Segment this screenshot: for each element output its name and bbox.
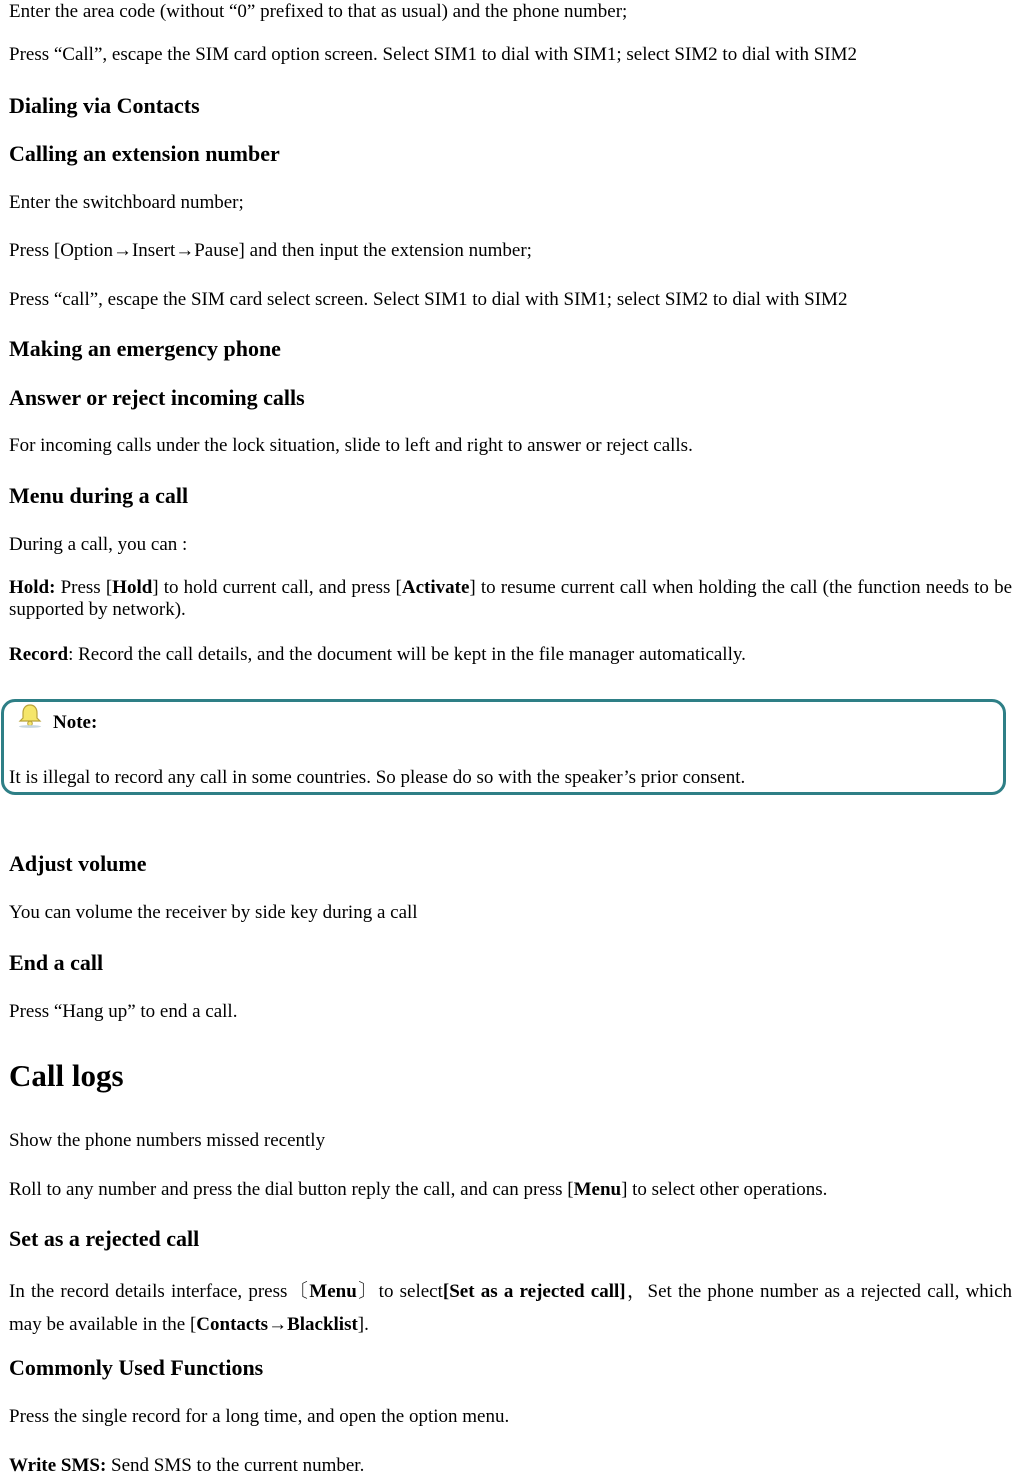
section-heading: Answer or reject incoming calls bbox=[9, 385, 305, 410]
text: In the record details interface, press〔 bbox=[9, 1281, 310, 1302]
hold-label: Hold: bbox=[9, 577, 56, 598]
paragraph: Enter the area code (without “0” prefixed to that as usual) and the phone number; bbox=[9, 1, 628, 22]
key-set-rejected: [Set as a rejected call] bbox=[442, 1281, 626, 1302]
paragraph: Press “Hang up” to end a call. bbox=[9, 1001, 238, 1022]
text: ，Set the phone number as a rejected call, which may be available in the [ bbox=[9, 1281, 1012, 1335]
page-title: Call logs bbox=[9, 1058, 124, 1093]
text: : Record the call details, and the document will be kept in the file manager automatically. bbox=[68, 644, 746, 665]
text: ] to hold current call, and press [ bbox=[152, 577, 402, 598]
key-menu: Menu bbox=[309, 1281, 357, 1302]
rejected-paragraph bbox=[9, 1275, 1012, 1341]
sms-label: Write SMS: bbox=[9, 1455, 107, 1476]
section-heading: End a call bbox=[9, 950, 104, 975]
paragraph: You can volume the receiver by side key during a call bbox=[9, 902, 418, 923]
key-contacts-blacklist: Contacts→Blacklist bbox=[196, 1314, 358, 1335]
paragraph: Press [Option→Insert→Pause] and then input the extension number; bbox=[9, 240, 532, 261]
key-menu: Menu bbox=[573, 1179, 622, 1200]
note-text: It is illegal to record any call in some countries. So please do so with the speaker’s prior consent. bbox=[9, 767, 746, 788]
paragraph: Enter the switchboard number; bbox=[9, 192, 244, 213]
hold-paragraph bbox=[9, 577, 1012, 621]
paragraph: Press the single record for a long time, and open the option menu. bbox=[9, 1406, 510, 1427]
text: Send SMS to the current number. bbox=[106, 1455, 365, 1476]
paragraph bbox=[9, 1179, 827, 1201]
paragraph: Show the phone numbers missed recently bbox=[9, 1130, 326, 1151]
key-activate: Activate bbox=[401, 577, 470, 598]
text: Roll to any number and press the dial button reply the call, and can press [ bbox=[9, 1179, 574, 1200]
text: ]. bbox=[357, 1314, 369, 1335]
section-heading: Set as a rejected call bbox=[9, 1226, 200, 1251]
section-heading: Commonly Used Functions bbox=[9, 1355, 264, 1380]
section-heading: Calling an extension number bbox=[9, 141, 280, 166]
key-hold: Hold bbox=[112, 577, 153, 598]
section-heading: Menu during a call bbox=[9, 483, 189, 508]
text: 〕to select bbox=[356, 1281, 443, 1302]
record-paragraph bbox=[9, 644, 746, 666]
section-heading: Making an emergency phone bbox=[9, 336, 281, 361]
bell-icon bbox=[17, 702, 43, 728]
text: ] to select other operations. bbox=[621, 1179, 828, 1200]
text: Press [ bbox=[55, 577, 113, 598]
paragraph: During a call, you can : bbox=[9, 534, 188, 555]
paragraph: Press “Call”, escape the SIM card option screen. Select SIM1 to dial with SIM1; select SIM2 to dial with SIM2 bbox=[9, 44, 857, 65]
paragraph: Press “call”, escape the SIM card select screen. Select SIM1 to dial with SIM1; select SIM2 to dial with SIM2 bbox=[9, 289, 848, 310]
paragraph: For incoming calls under the lock situation, slide to left and right to answer or reject calls. bbox=[9, 435, 693, 456]
section-heading: Dialing via Contacts bbox=[9, 93, 200, 118]
record-label: Record bbox=[9, 644, 69, 665]
text: ] to resume current call when holding the call (the function needs to be supported by network). bbox=[9, 577, 1012, 620]
sms-paragraph bbox=[9, 1455, 364, 1477]
section-heading: Adjust volume bbox=[9, 851, 147, 876]
note-title: Note: bbox=[53, 712, 98, 733]
